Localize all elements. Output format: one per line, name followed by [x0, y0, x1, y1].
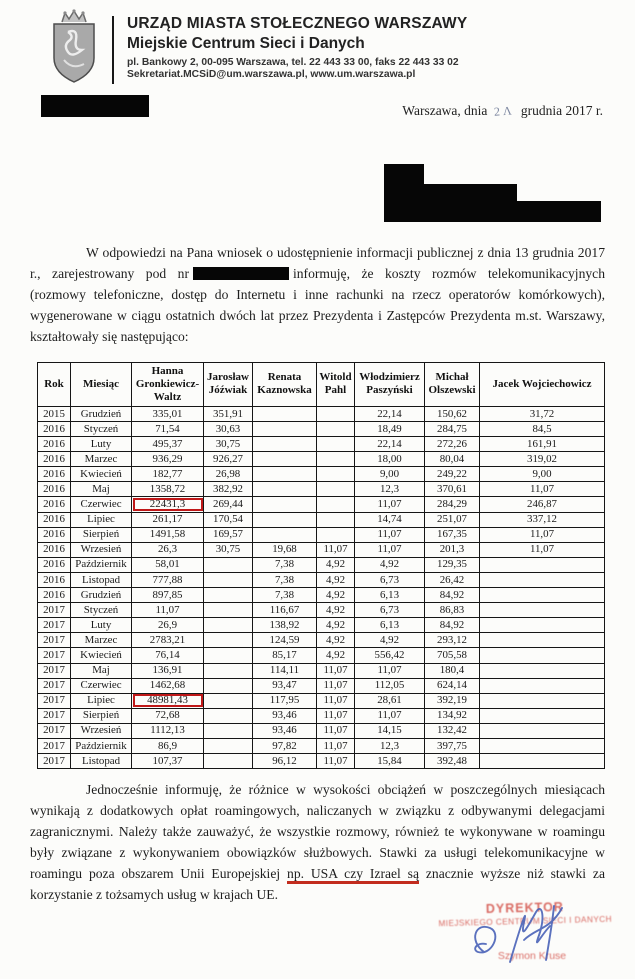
- table-cell: [204, 693, 253, 708]
- table-row: [38, 678, 605, 693]
- table-cell: 2017: [38, 603, 71, 618]
- table-cell: 30,75: [204, 437, 253, 452]
- table-row: [38, 557, 605, 572]
- warsaw-coat-of-arms-logo: [42, 8, 106, 92]
- table-cell: Wrzesień: [71, 723, 132, 738]
- table-cell: 76,14: [132, 648, 204, 663]
- table-row: [38, 754, 605, 769]
- table-cell: [204, 708, 253, 723]
- table-cell: 116,67: [253, 603, 317, 618]
- table-row: [38, 633, 605, 648]
- table-cell: 2016: [38, 512, 71, 527]
- table-cell: 93,46: [253, 708, 317, 723]
- table-cell: Styczeń: [71, 603, 132, 618]
- org-name-line2: Miejskie Centrum Sieci i Danych: [127, 35, 365, 52]
- table-cell: 26,3: [132, 542, 204, 557]
- closing-paragraph-text-before: Jednocześnie informuję, że różnice w wysokości obciążeń w poszczególnych miesiącach wynikają z dodatkowych opłat roamingowych, naliczanych w związku z odbywanymi delegacjami zagranicznymi. Należy także zauważyć, że wszystkie rozmowy, również te wykonywane w roamingu były związane z wykonywaniem obowiązków służbowych. Stawki za usługi telekomunikacyjne w roamingu poza obszarem Unii Europejskiej: [30, 782, 605, 881]
- table-cell: 11,07: [355, 497, 425, 512]
- table-cell: 86,83: [425, 603, 480, 618]
- table-cell: [253, 512, 317, 527]
- table-cell: 897,85: [132, 588, 204, 603]
- table-cell: 4,92: [317, 618, 355, 633]
- table-cell: Październik: [71, 557, 132, 572]
- table-cell: 2017: [38, 633, 71, 648]
- table-cell: Czerwiec: [71, 678, 132, 693]
- table-cell: 2016: [38, 588, 71, 603]
- table-cell: [204, 572, 253, 587]
- table-row: [38, 618, 605, 633]
- table-cell: 170,54: [204, 512, 253, 527]
- table-row: [38, 708, 605, 723]
- table-cell: 7,38: [253, 557, 317, 572]
- table-cell: 136,91: [132, 663, 204, 678]
- table-cell: 114,11: [253, 663, 317, 678]
- table-row: [38, 572, 605, 587]
- redaction-box-case-number: [193, 267, 289, 280]
- table-cell: [204, 723, 253, 738]
- table-cell: 6,73: [355, 572, 425, 587]
- table-row: [38, 648, 605, 663]
- table-cell: 84,5: [480, 422, 605, 437]
- table-cell: Listopad: [71, 754, 132, 769]
- table-cell: [317, 497, 355, 512]
- table-cell: Maj: [71, 482, 132, 497]
- table-cell: [317, 482, 355, 497]
- table-row: [38, 452, 605, 467]
- table-cell: [317, 422, 355, 437]
- column-header: Jacek Wojciechowicz: [480, 363, 605, 407]
- table-cell: 2016: [38, 467, 71, 482]
- table-cell: 4,92: [355, 633, 425, 648]
- table-cell: 2016: [38, 482, 71, 497]
- table-cell: 1491,58: [132, 527, 204, 542]
- table-cell: [253, 497, 317, 512]
- table-cell: 2017: [38, 754, 71, 769]
- table-cell: Sierpień: [71, 527, 132, 542]
- table-cell: 392,48: [425, 754, 480, 769]
- table-cell: [480, 618, 605, 633]
- table-cell: Wrzesień: [71, 542, 132, 557]
- table-cell: 12,3: [355, 482, 425, 497]
- table-cell: 2017: [38, 678, 71, 693]
- red-highlighted-cell: 22431,3: [132, 497, 204, 512]
- table-cell: Listopad: [71, 572, 132, 587]
- table-cell: [253, 422, 317, 437]
- table-cell: 2017: [38, 663, 71, 678]
- handwritten-signature: [462, 900, 592, 979]
- table-cell: 6,73: [355, 603, 425, 618]
- table-cell: 161,91: [480, 437, 605, 452]
- table-cell: 926,27: [204, 452, 253, 467]
- table-cell: 1462,68: [132, 678, 204, 693]
- table-cell: Luty: [71, 618, 132, 633]
- dateline-prefix: Warszawa, dnia: [402, 103, 488, 118]
- table-cell: 117,95: [253, 693, 317, 708]
- table-cell: 14,15: [355, 723, 425, 738]
- table-cell: 31,72: [480, 406, 605, 421]
- table-cell: 2016: [38, 542, 71, 557]
- table-cell: [480, 633, 605, 648]
- table-cell: 2017: [38, 723, 71, 738]
- table-cell: 2016: [38, 572, 71, 587]
- table-cell: 251,07: [425, 512, 480, 527]
- table-cell: 284,75: [425, 422, 480, 437]
- table-cell: 12,3: [355, 738, 425, 753]
- table-cell: 26,98: [204, 467, 253, 482]
- column-header: Włodzimierz Paszyński: [355, 363, 425, 407]
- table-cell: Lipiec: [71, 693, 132, 708]
- table-cell: 26,9: [132, 618, 204, 633]
- table-cell: 2016: [38, 452, 71, 467]
- table-cell: 30,63: [204, 422, 253, 437]
- table-cell: [253, 482, 317, 497]
- table-cell: 269,44: [204, 497, 253, 512]
- table-row: [38, 406, 605, 421]
- table-row: [38, 603, 605, 618]
- table-cell: 261,17: [132, 512, 204, 527]
- table-cell: 272,26: [425, 437, 480, 452]
- table-cell: 293,12: [425, 633, 480, 648]
- table-cell: [317, 527, 355, 542]
- org-contact: Sekretariat.MCSiD@um.warszawa.pl, www.um.warszawa.pl: [127, 69, 416, 80]
- table-cell: 96,12: [253, 754, 317, 769]
- table-cell: [204, 754, 253, 769]
- table-cell: 124,59: [253, 633, 317, 648]
- column-header: Rok: [38, 363, 71, 407]
- table-cell: 777,88: [132, 572, 204, 587]
- table-cell: 495,37: [132, 437, 204, 452]
- dateline: [402, 103, 603, 119]
- signature-icon: [462, 900, 592, 975]
- table-cell: [317, 406, 355, 421]
- table-cell: 2016: [38, 437, 71, 452]
- table-cell: 1112,13: [132, 723, 204, 738]
- table-cell: 4,92: [317, 633, 355, 648]
- table-cell: 2017: [38, 708, 71, 723]
- table-cell: Kwiecień: [71, 467, 132, 482]
- table-cell: [253, 467, 317, 482]
- table-cell: Styczeń: [71, 422, 132, 437]
- table-row: [38, 542, 605, 557]
- table-cell: 134,92: [425, 708, 480, 723]
- table-cell: 370,61: [425, 482, 480, 497]
- table-cell: 2017: [38, 738, 71, 753]
- table-cell: 11,07: [355, 708, 425, 723]
- table-cell: 705,58: [425, 648, 480, 663]
- table-cell: [204, 618, 253, 633]
- table-cell: 2015: [38, 406, 71, 421]
- org-name-line1: URZĄD MIASTA STOŁECZNEGO WARSZAWY: [127, 15, 468, 32]
- table-cell: [253, 527, 317, 542]
- table-cell: 11,07: [355, 527, 425, 542]
- table-cell: 11,07: [317, 678, 355, 693]
- table-cell: [317, 467, 355, 482]
- table-cell: 93,47: [253, 678, 317, 693]
- table-cell: [480, 557, 605, 572]
- table-cell: 2016: [38, 422, 71, 437]
- redaction-step-1: [384, 164, 424, 184]
- table-cell: 11,07: [317, 693, 355, 708]
- table-cell: 11,07: [317, 723, 355, 738]
- table-cell: Kwiecień: [71, 648, 132, 663]
- table-cell: [480, 754, 605, 769]
- table-cell: [480, 738, 605, 753]
- table-cell: Październik: [71, 738, 132, 753]
- table-cell: Marzec: [71, 633, 132, 648]
- column-header: Witold Pahl: [317, 363, 355, 407]
- table-cell: 624,14: [425, 678, 480, 693]
- table-cell: [317, 452, 355, 467]
- table-cell: 80,04: [425, 452, 480, 467]
- table-row: [38, 467, 605, 482]
- table-cell: [480, 723, 605, 738]
- table-cell: 11,07: [317, 663, 355, 678]
- table-cell: 7,38: [253, 588, 317, 603]
- table-cell: 11,07: [317, 708, 355, 723]
- table-row: [38, 693, 605, 708]
- stamp-signed-name: Szymon Kruse: [497, 950, 567, 962]
- table-cell: 22,14: [355, 437, 425, 452]
- table-cell: [204, 678, 253, 693]
- table-cell: [480, 588, 605, 603]
- coat-of-arms-icon: [42, 8, 106, 92]
- table-cell: 169,57: [204, 527, 253, 542]
- table-cell: [204, 588, 253, 603]
- table-cell: 22,14: [355, 406, 425, 421]
- intro-paragraph-text-after: informuję, że koszty rozmów telekomunikacyjnych (rozmowy telefoniczne, dostęp do Internetu i inne rachunki na rzecz operatorów komórkowych), wygenerowane w ciągu ostatnich dwóch lat przez Prezydenta i Zastępców Prezydenta m.st. Warszawy, kształtowały się następująco:: [30, 266, 605, 344]
- table-cell: [317, 437, 355, 452]
- table-cell: 150,62: [425, 406, 480, 421]
- table-row: [38, 588, 605, 603]
- table-cell: [253, 452, 317, 467]
- red-highlighted-cell: 48981,43: [132, 693, 204, 708]
- table-cell: 18,00: [355, 452, 425, 467]
- table-cell: [253, 437, 317, 452]
- table-cell: [204, 633, 253, 648]
- table-cell: [480, 603, 605, 618]
- table-row: [38, 663, 605, 678]
- table-cell: 201,3: [425, 542, 480, 557]
- table-cell: 2016: [38, 557, 71, 572]
- table-cell: 392,19: [425, 693, 480, 708]
- handwritten-day: 2Λ: [493, 103, 515, 119]
- table-cell: 6,13: [355, 618, 425, 633]
- table-cell: [204, 648, 253, 663]
- table-cell: 4,92: [317, 603, 355, 618]
- table-cell: 180,4: [425, 663, 480, 678]
- table-cell: 15,84: [355, 754, 425, 769]
- red-underlined-phrase: np. USA czy Izrael są: [287, 866, 419, 884]
- stamp-title-line1: DYREKTOR: [485, 899, 564, 917]
- table-cell: 246,87: [480, 497, 605, 512]
- table-row: [38, 512, 605, 527]
- table-cell: [204, 603, 253, 618]
- table-cell: Czerwiec: [71, 497, 132, 512]
- masthead-divider: [112, 16, 114, 84]
- table-cell: 4,92: [317, 557, 355, 572]
- table-cell: 2017: [38, 693, 71, 708]
- table-cell: 84,92: [425, 588, 480, 603]
- table-cell: 85,17: [253, 648, 317, 663]
- table-cell: 26,42: [425, 572, 480, 587]
- table-row: [38, 527, 605, 542]
- table-cell: 167,35: [425, 527, 480, 542]
- column-header: Michał Olszewski: [425, 363, 480, 407]
- table-cell: 71,54: [132, 422, 204, 437]
- table-cell: 182,77: [132, 467, 204, 482]
- table-cell: Grudzień: [71, 406, 132, 421]
- table-cell: 2017: [38, 618, 71, 633]
- costs-table-wrapper: [37, 362, 604, 769]
- table-cell: 112,05: [355, 678, 425, 693]
- table-cell: 97,82: [253, 738, 317, 753]
- table-cell: Maj: [71, 663, 132, 678]
- table-cell: 11,07: [355, 542, 425, 557]
- closing-paragraph: [30, 779, 605, 905]
- table-cell: 28,61: [355, 693, 425, 708]
- costs-table-header: [38, 363, 605, 407]
- table-cell: 84,92: [425, 618, 480, 633]
- table-cell: 11,07: [480, 527, 605, 542]
- table-cell: 7,38: [253, 572, 317, 587]
- table-row: [38, 482, 605, 497]
- table-cell: 11,07: [480, 542, 605, 557]
- redaction-box-addressee: [384, 164, 601, 222]
- table-cell: [253, 406, 317, 421]
- column-header: Jarosław Jóźwiak: [204, 363, 253, 407]
- dateline-suffix: grudnia 2017 r.: [520, 103, 603, 118]
- table-row: [38, 437, 605, 452]
- table-cell: 397,75: [425, 738, 480, 753]
- column-header: Miesiąc: [71, 363, 132, 407]
- table-cell: Lipiec: [71, 512, 132, 527]
- table-row: [38, 422, 605, 437]
- table-cell: 11,07: [132, 603, 204, 618]
- table-cell: [204, 663, 253, 678]
- table-cell: 6,13: [355, 588, 425, 603]
- masthead: [127, 15, 612, 80]
- table-cell: 351,91: [204, 406, 253, 421]
- column-header: Hanna Gronkiewicz-Waltz: [132, 363, 204, 407]
- table-cell: 4,92: [317, 572, 355, 587]
- redaction-step-3: [384, 201, 601, 222]
- table-cell: 11,07: [317, 738, 355, 753]
- table-cell: [480, 572, 605, 587]
- table-cell: [480, 693, 605, 708]
- table-cell: 72,68: [132, 708, 204, 723]
- table-cell: 19,68: [253, 542, 317, 557]
- table-cell: Grudzień: [71, 588, 132, 603]
- table-cell: 2783,21: [132, 633, 204, 648]
- table-cell: 93,46: [253, 723, 317, 738]
- table-cell: [480, 678, 605, 693]
- table-cell: 58,01: [132, 557, 204, 572]
- redaction-step-2: [384, 184, 517, 201]
- table-cell: 284,29: [425, 497, 480, 512]
- table-cell: 132,42: [425, 723, 480, 738]
- table-cell: 382,92: [204, 482, 253, 497]
- intro-paragraph: [30, 242, 605, 347]
- table-cell: [317, 512, 355, 527]
- org-address: pl. Bankowy 2, 00-095 Warszawa, tel. 22 443 33 00, faks 22 443 33 02: [127, 57, 459, 68]
- table-cell: Luty: [71, 437, 132, 452]
- redaction-box-sender-ref: [41, 95, 149, 117]
- table-cell: 249,22: [425, 467, 480, 482]
- table-cell: 9,00: [355, 467, 425, 482]
- table-cell: 30,75: [204, 542, 253, 557]
- table-cell: Marzec: [71, 452, 132, 467]
- table-cell: [480, 708, 605, 723]
- table-cell: 2017: [38, 648, 71, 663]
- table-cell: 556,42: [355, 648, 425, 663]
- table-cell: 9,00: [480, 467, 605, 482]
- table-cell: 107,37: [132, 754, 204, 769]
- table-cell: 2016: [38, 497, 71, 512]
- table-row: [38, 738, 605, 753]
- table-cell: Sierpień: [71, 708, 132, 723]
- costs-table: [37, 362, 605, 769]
- table-cell: 2016: [38, 527, 71, 542]
- table-cell: 1358,72: [132, 482, 204, 497]
- table-cell: [204, 557, 253, 572]
- table-cell: [480, 663, 605, 678]
- table-cell: 14,74: [355, 512, 425, 527]
- table-cell: 319,02: [480, 452, 605, 467]
- table-cell: 18,49: [355, 422, 425, 437]
- table-cell: 4,92: [317, 648, 355, 663]
- table-row: [38, 723, 605, 738]
- table-cell: 11,07: [480, 482, 605, 497]
- table-row: [38, 497, 605, 512]
- table-cell: 936,29: [132, 452, 204, 467]
- table-cell: 138,92: [253, 618, 317, 633]
- table-cell: 337,12: [480, 512, 605, 527]
- closing-paragraph-text-after: znacznie wyższe niż stawki za korzystanie z tożsamych usług w krajach UE.: [30, 866, 605, 902]
- table-cell: 4,92: [355, 557, 425, 572]
- intro-paragraph-text-before: W odpowiedzi na Pana wniosek o udostępnienie informacji publicznej z dnia 13 grudnia 2017 r., zarejestrowany pod nr: [30, 245, 605, 281]
- table-cell: 4,92: [317, 588, 355, 603]
- table-cell: 86,9: [132, 738, 204, 753]
- table-cell: 335,01: [132, 406, 204, 421]
- table-cell: 11,07: [317, 542, 355, 557]
- table-cell: [480, 648, 605, 663]
- costs-table-body: [38, 406, 605, 768]
- table-cell: 11,07: [317, 754, 355, 769]
- table-cell: 129,35: [425, 557, 480, 572]
- stamp-title-line2: MIEJSKIEGO CENTRUM SIECI I DANYCH: [438, 913, 613, 929]
- column-header: Renata Kaznowska: [253, 363, 317, 407]
- table-cell: [204, 738, 253, 753]
- table-cell: 11,07: [355, 663, 425, 678]
